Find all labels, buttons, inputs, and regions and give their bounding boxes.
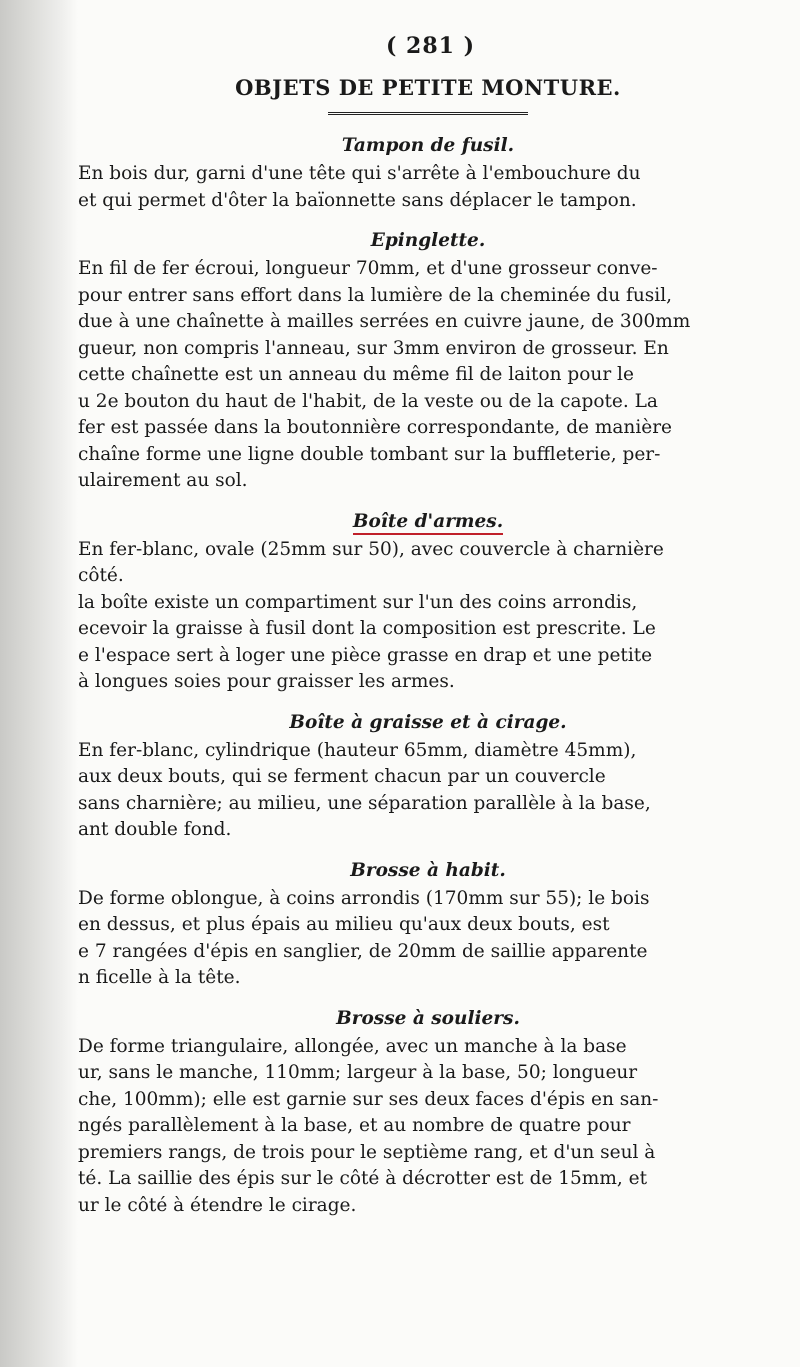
section-brosse-a-habit <box>78 856 778 992</box>
section-text: De forme oblongue, à coins arrondis (170mm sur 55); le bois en dessus, et plus épais au milieu qu'aux deux bouts, est e 7 rangées d'épis en sanglier, de 20mm de saillie apparente n ficelle à la tête. <box>78 887 650 988</box>
section-text: En fer-blanc, ovale (25mm sur 50), avec couvercle à charnière côté. la boîte existe un compartiment sur l'un des coins arrondis, ecevoir la graisse à fusil dont la composition est prescrite. Le e l'espace sert à loger une pièce grasse en drap et une petite à longues soies pour graisser les armes. <box>78 538 664 692</box>
chapter-title: OBJETS DE PETITE MONTURE. <box>235 75 621 100</box>
section-tampon-de-fusil <box>78 131 778 214</box>
section-heading: Brosse à souliers. <box>336 1007 520 1029</box>
section-heading: Boîte à graisse et à cirage. <box>289 711 567 733</box>
section-heading: Tampon de fusil. <box>341 135 515 156</box>
section-text: En bois dur, garni d'une tête qui s'arrête à l'embouchure du et qui permet d'ôter la baïonnette sans déplacer le tampon. <box>78 163 641 211</box>
section-heading: Brosse à habit. <box>350 859 506 881</box>
section-brosse-a-souliers <box>78 1004 778 1220</box>
section-heading: Epinglette. <box>370 230 486 251</box>
section-text: En fil de fer écroui, longueur 70mm, et d'une grosseur conve- pour entrer sans effort dans la lumière de la cheminée du fusil, due à une chaînette à mailles serrées en cuivre jaune, de 300mm gueur, non compris l'anneau, sur 3mm environ de grosseur. En cette chaînette est un anneau du même fil de laiton pour le u 2e bouton du haut de l'habit, de la veste ou de la capote. La fer est passée dans la boutonnière correspondante, de manière chaîne forme une ligne double tombant sur la buffleterie, per- ulairement au sol. <box>78 258 691 491</box>
title-rule <box>328 112 528 119</box>
section-text: En fer-blanc, cylindrique (hauteur 65mm, diamètre 45mm), aux deux bouts, qui se ferment chacun par un couvercle sans charnière; au milieu, une séparation parallèle à la base, ant double fond. <box>78 739 651 840</box>
page-number: ( 281 ) <box>385 33 476 59</box>
section-text: De forme triangulaire, allongée, avec un manche à la base ur, sans le manche, 110mm; largeur à la base, 50; longueur che, 100mm); elle est garnie sur ses deux faces d'épis en san- ngés parallèlement à la base, et au nombre de quatre pour premiers rangs, de trois pour le septième rang, et d'un seul à té. La saillie des épis sur le côté à décrotter est de 15mm, et ur le côté à étendre le cirage. <box>78 1035 659 1216</box>
section-epinglette <box>78 226 778 495</box>
section-boite-a-graisse <box>78 708 778 844</box>
book-page <box>78 30 778 1219</box>
book-gutter-shadow <box>0 0 78 1367</box>
section-boite-d-armes <box>78 507 778 696</box>
section-heading-underlined: Boîte d'armes. <box>78 507 778 537</box>
